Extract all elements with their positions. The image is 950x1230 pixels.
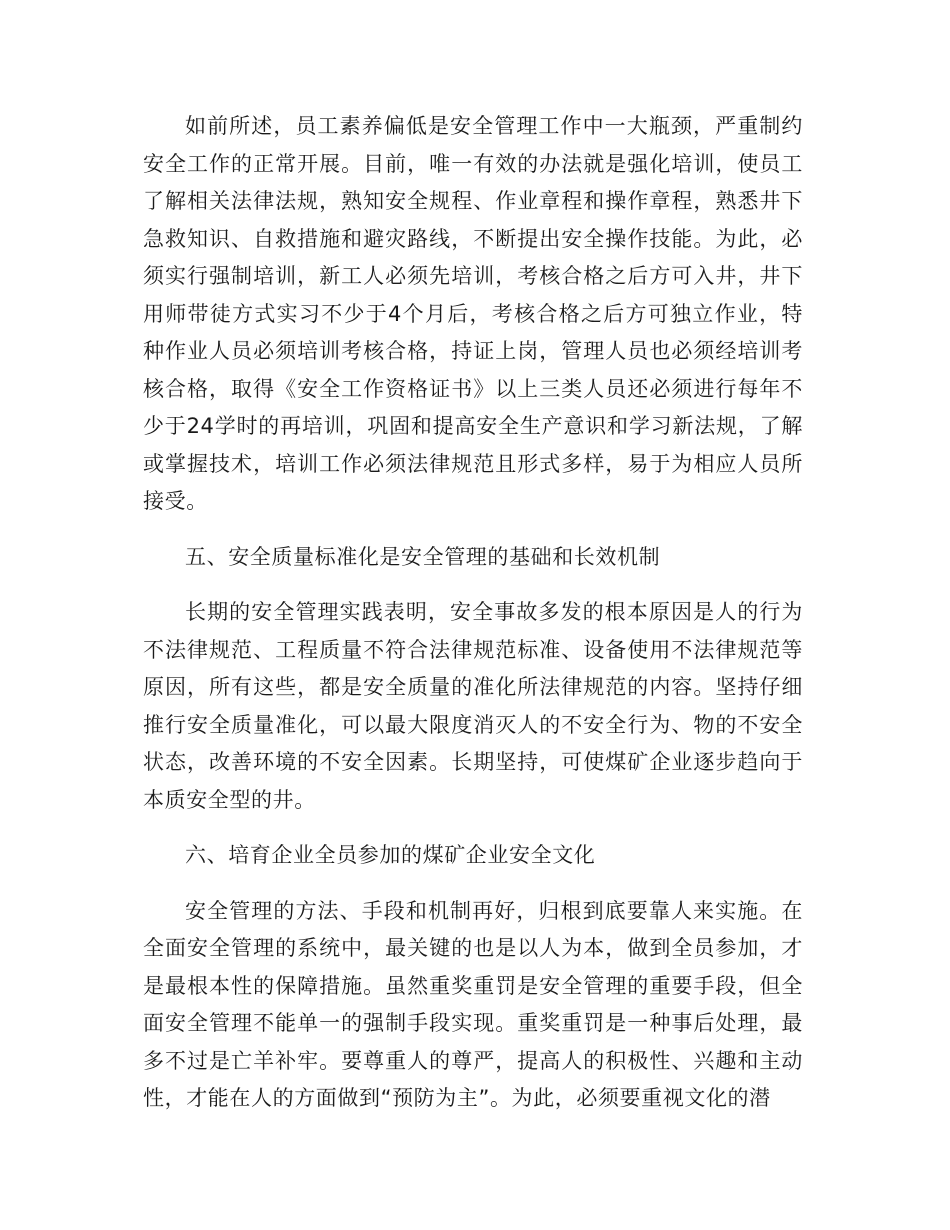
section-six-heading: 六、培育企业全员参加的煤矿企业安全文化 bbox=[185, 843, 596, 867]
training-paragraph: 如前所述，员工素养偏低是安全管理工作中一大瓶颈，严重制约安全工作的正常开展。目前，唯一有效的办法就是强化培训，使员工了解相关法律法规，熟知安全规程、作业章程和操作章程，熟悉井下急救知识、自救措施和避灾路线，不断提出安全操作技能。为此，必须实行强制培训，新工人必须先培训，考核合格之后方可入井，井下用师带徒方式实习不少于4个月后，考核合格之后方可独立作业，特种作业人员必须培训考核合格，持证上岗，管理人员也必须经培训考核合格，取得《安全工作资格证书》以上三类人员还必须进行每年不少于24学时的再培训，巩固和提高安全生产意识和学习新法规，了解或掌握技术，培训工作必须法律规范且形式多样，易于为相应人员所接受。 bbox=[143, 114, 803, 513]
document-page bbox=[143, 108, 803, 1118]
section-five-heading: 五、安全质量标准化是安全管理的基础和长效机制 bbox=[185, 544, 661, 569]
quality-standard-paragraph: 长期的安全管理实践表明，安全事故多发的根本原因是人的行为不法律规范、工程质量不符合法律规范标准、设备使用不法律规范等原因，所有这些，都是安全质量的准化所法律规范的内容。坚持仔细推行安全质量准化，可以最大限度消灭人的不安全行为、物的不安全状态，改善环境的不安全因素。长期坚持，可使煤矿企业逐步趋向于本质安全型的井。 bbox=[143, 600, 803, 812]
safety-culture-paragraph: 安全管理的方法、手段和机制再好，归根到底要靠人来实施。在全面安全管理的系统中，最关键的也是以人为本，做到全员参加，才是最根本性的保障措施。虽然重奖重罚是安全管理的重要手段，但全面安全管理不能单一的强制手段实现。重奖重罚是一种事后处理，最多不过是亡羊补牢。要尊重人的尊严，提高人的积极性、兴趣和主动性，才能在人的方面做到“预防为主”。为此，必须要重视文化的潜 bbox=[143, 898, 803, 1110]
